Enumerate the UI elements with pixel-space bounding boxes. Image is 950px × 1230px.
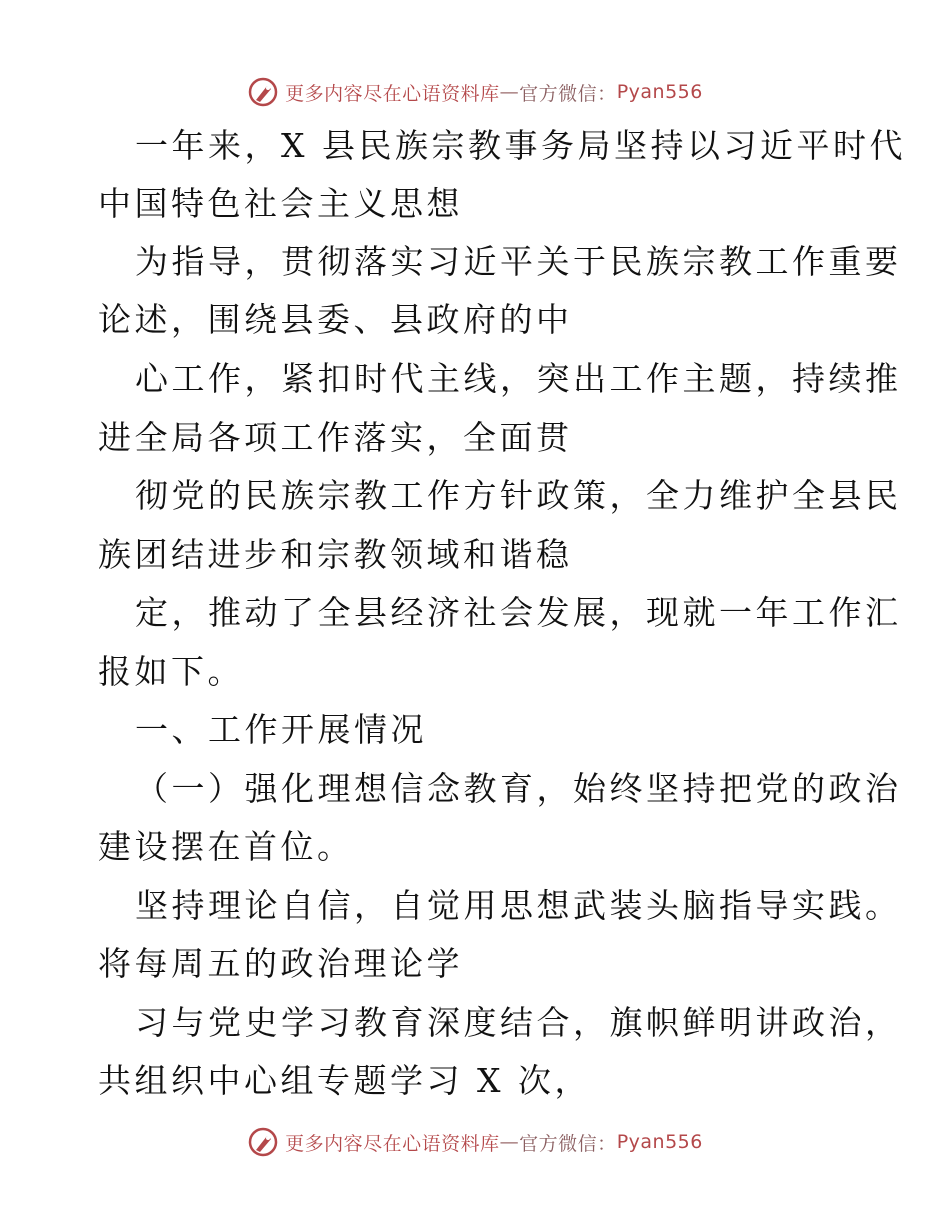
body-line: 为指导，贯彻落实习近平关于民族宗教工作重要 xyxy=(135,242,902,281)
watermark-text: 更多内容尽在心语资料库 xyxy=(285,1132,500,1155)
watermark-dash: — xyxy=(499,81,520,103)
subsection-heading: （一）强化理想信念教育，始终坚持把党的政治 xyxy=(135,769,902,808)
watermark-footer xyxy=(0,1122,950,1162)
body-line: 中国特色社会主义思想 xyxy=(98,184,463,223)
body-line: 进全局各项工作落实，全面贯 xyxy=(98,418,573,457)
watermark-handle: Pyan556 xyxy=(616,1131,703,1153)
body-line: 坚持理论自信，自觉用思想武装头脑指导实践。 xyxy=(135,886,902,925)
pen-nib-logo-icon xyxy=(247,1126,279,1158)
watermark-header xyxy=(0,72,950,112)
section-heading: 一、工作开展情况 xyxy=(135,710,427,749)
body-line: 习与党史学习教育深度结合，旗帜鲜明讲政治， xyxy=(135,1003,902,1042)
body-line: 族团结进步和宗教领域和谐稳 xyxy=(98,535,573,574)
body-line: 心工作，紧扣时代主线，突出工作主题，持续推 xyxy=(135,359,902,398)
body-line: 一年来，X 县民族宗教事务局坚持以习近平时代 xyxy=(135,126,906,165)
body-line: 报如下。 xyxy=(98,652,244,691)
watermark-label: 官方微信： xyxy=(519,1132,617,1155)
watermark-handle: Pyan556 xyxy=(616,81,703,103)
body-line: 论述，围绕县委、县政府的中 xyxy=(98,300,573,339)
body-line: 共组织中心组专题学习 X 次， xyxy=(98,1061,591,1100)
body-line: 彻党的民族宗教工作方针政策，全力维护全县民 xyxy=(135,476,902,515)
watermark-text: 更多内容尽在心语资料库 xyxy=(285,82,500,105)
pen-nib-logo-icon xyxy=(247,76,279,108)
watermark-label: 官方微信： xyxy=(519,82,617,105)
subsection-heading: 建设摆在首位。 xyxy=(98,827,354,866)
watermark-dash: — xyxy=(499,1131,520,1153)
body-line: 将每周五的政治理论学 xyxy=(98,944,463,983)
body-line: 定，推动了全县经济社会发展，现就一年工作汇 xyxy=(135,593,902,632)
